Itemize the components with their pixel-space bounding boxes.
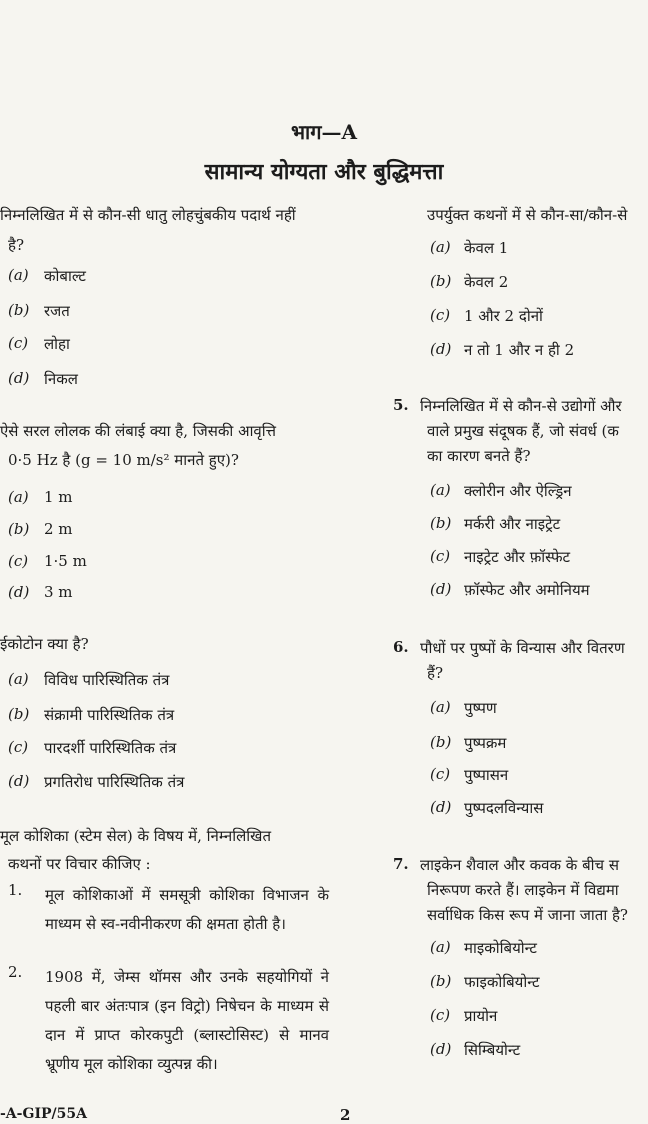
statement-number: 1. xyxy=(8,881,23,899)
q2-option-c xyxy=(0,552,320,574)
q6-option-d xyxy=(430,798,648,820)
option-label: (c) xyxy=(430,765,451,783)
option-label: (a) xyxy=(430,938,451,956)
option-text: फ़ॉस्फेट और अमोनियम xyxy=(464,581,590,599)
q2-option-a xyxy=(0,488,320,510)
q6-option-b xyxy=(430,733,648,755)
option-text: पुष्पासन xyxy=(464,766,509,784)
page-number: 2 xyxy=(340,1106,351,1124)
q3-text-line1: ईकोटोन क्या है? xyxy=(0,635,89,653)
option-text: रजत xyxy=(44,302,70,320)
option-label: (b) xyxy=(430,733,452,751)
q5-text-line1: निम्नलिखित में से कौन-से उद्योगों और xyxy=(420,397,622,415)
option-text: 2 m xyxy=(44,520,73,538)
option-label: (d) xyxy=(430,1040,452,1058)
q2-option-b xyxy=(0,520,320,542)
q7-text-line1: लाइकेन शैवाल और कवक के बीच स xyxy=(420,856,619,874)
option-text: प्रायोन xyxy=(464,1007,498,1025)
option-text: फाइकोबियोन्ट xyxy=(464,973,540,991)
option-label: (d) xyxy=(430,798,452,816)
option-text: न तो 1 और न ही 2 xyxy=(464,341,575,359)
q1-text-line2: है? xyxy=(8,236,25,254)
q2-option-d xyxy=(0,583,320,605)
q6-text-line1: पौधों पर पुष्पों के विन्यास और वितरण xyxy=(420,639,625,657)
option-label: (c) xyxy=(8,334,29,352)
q1-option-b xyxy=(0,301,320,323)
option-text: निकल xyxy=(44,370,78,388)
option-label: (d) xyxy=(8,772,30,790)
option-label: (d) xyxy=(430,340,452,358)
q5-number: 5. xyxy=(393,396,409,414)
q4-option-c xyxy=(430,306,648,328)
option-text: संक्रामी पारिस्थितिक तंत्र xyxy=(44,706,175,724)
option-text: लोहा xyxy=(44,335,70,353)
statement-text: 1908 में, जेम्स थॉमस और उनके सहयोगियों ने पहली बार अंतःपात्र (इन विट्रो) निषेचन के माध्यम से दान में प्राप्त कोरकपुटी (ब्लास्टोसिस्ट) से मानव भ्रूणीय मूल कोशिका व्युत्पन्न की। xyxy=(45,968,329,1073)
q5-text-line3: का कारण बनते हैं? xyxy=(427,447,531,465)
option-text: पारदर्शी पारिस्थितिक तंत्र xyxy=(44,739,177,757)
option-text: कोबाल्ट xyxy=(44,267,86,285)
q4-text-line1: मूल कोशिका (स्टेम सेल) के विषय में, निम्नलिखित xyxy=(0,827,271,845)
q3-option-c xyxy=(0,738,320,760)
q7-option-a xyxy=(430,938,648,960)
option-text: नाइट्रेट और फ़ॉस्फेट xyxy=(464,548,571,566)
option-label: (c) xyxy=(8,552,29,570)
q5-option-b xyxy=(430,514,648,536)
q7-option-c xyxy=(430,1006,648,1028)
q6-option-c xyxy=(430,765,648,787)
q2-text-line1: ऐसे सरल लोलक की लंबाई क्या है, जिसकी आवृत्ति xyxy=(0,422,276,440)
option-text: क्लोरीन और ऐल्ड्रिन xyxy=(464,482,572,500)
option-text: 1·5 m xyxy=(44,552,87,570)
option-label: (c) xyxy=(430,1006,451,1024)
option-text: माइकोबियोन्ट xyxy=(464,939,537,957)
q1-option-c xyxy=(0,334,320,356)
q2-text-line2: 0·5 Hz है (g = 10 m/s² मानते हुए)? xyxy=(8,451,239,469)
option-text: 3 m xyxy=(44,583,73,601)
q3-option-b xyxy=(0,705,320,727)
option-text: पुष्पदलविन्यास xyxy=(464,799,544,817)
q7-option-d xyxy=(430,1040,648,1062)
q4-cont-text: उपर्युक्त कथनों में से कौन-सा/कौन-से xyxy=(427,206,628,224)
q4-text-line2: कथनों पर विचार कीजिए : xyxy=(8,855,151,873)
q1-option-a xyxy=(0,266,320,288)
option-text: केवल 1 xyxy=(464,239,509,257)
option-label: (d) xyxy=(8,369,30,387)
q6-number: 6. xyxy=(393,638,409,656)
q5-option-c xyxy=(430,547,648,569)
option-text: पुष्पक्रम xyxy=(464,734,507,752)
option-text: पुष्पण xyxy=(464,699,497,717)
section-title: सामान्य योग्यता और बुद्धिमत्ता xyxy=(204,159,444,185)
option-label: (b) xyxy=(8,520,30,538)
q4-option-a xyxy=(430,238,648,260)
option-text: सिम्बियोन्ट xyxy=(464,1041,521,1059)
option-text: 1 और 2 दोनों xyxy=(464,307,543,325)
option-label: (a) xyxy=(430,481,451,499)
option-label: (b) xyxy=(430,272,452,290)
option-label: (c) xyxy=(8,738,29,756)
q7-text-line2: निरूपण करते हैं। लाइकेन में विद्यमा xyxy=(427,881,619,899)
option-label: (b) xyxy=(8,705,30,723)
q6-option-a xyxy=(430,698,648,720)
option-label: (a) xyxy=(8,670,29,688)
option-label: (a) xyxy=(8,488,29,506)
option-label: (a) xyxy=(8,266,29,284)
q5-option-a xyxy=(430,481,648,503)
option-label: (a) xyxy=(430,238,451,256)
option-text: 1 m xyxy=(44,488,73,506)
q5-text-line2: वाले प्रमुख संदूषक हैं, जो संवर्ध (क xyxy=(427,422,619,440)
q3-option-a xyxy=(0,670,320,692)
option-label: (b) xyxy=(430,972,452,990)
statement-number: 2. xyxy=(8,963,23,981)
option-text: विविध पारिस्थितिक तंत्र xyxy=(44,671,170,689)
option-label: (b) xyxy=(430,514,452,532)
option-label: (c) xyxy=(430,306,451,324)
q1-text-line1: निम्नलिखित में से कौन-सी धातु लोहचुंबकीय पदार्थ नहीं xyxy=(0,206,296,224)
q6-text-line2: हैं? xyxy=(427,664,444,682)
part-title: भाग—A xyxy=(290,120,358,144)
option-label: (c) xyxy=(430,547,451,565)
q7-number: 7. xyxy=(393,855,409,873)
option-text: प्रगतिरोध पारिस्थितिक तंत्र xyxy=(44,773,185,791)
q5-option-d xyxy=(430,580,648,602)
paper-code: -A-GIP/55A xyxy=(0,1106,87,1122)
option-label: (b) xyxy=(8,301,30,319)
q4-option-b xyxy=(430,272,648,294)
option-text: केवल 2 xyxy=(464,273,509,291)
option-label: (d) xyxy=(430,580,452,598)
q4-option-d xyxy=(430,340,648,362)
q4-statement-1 xyxy=(0,881,330,971)
option-text: मर्करी और नाइट्रेट xyxy=(464,515,561,533)
statement-text: मूल कोशिकाओं में समसूत्री कोशिका विभाजन के माध्यम से स्व-नवीनीकरण की क्षमता होती है। xyxy=(45,886,329,933)
q1-option-d xyxy=(0,369,320,391)
q3-option-d xyxy=(0,772,320,794)
q7-text-line3: सर्वाधिक किस रूप में जाना जाता है? xyxy=(427,906,628,924)
option-label: (d) xyxy=(8,583,30,601)
q7-option-b xyxy=(430,972,648,994)
q4-statement-2 xyxy=(0,963,330,1083)
option-label: (a) xyxy=(430,698,451,716)
